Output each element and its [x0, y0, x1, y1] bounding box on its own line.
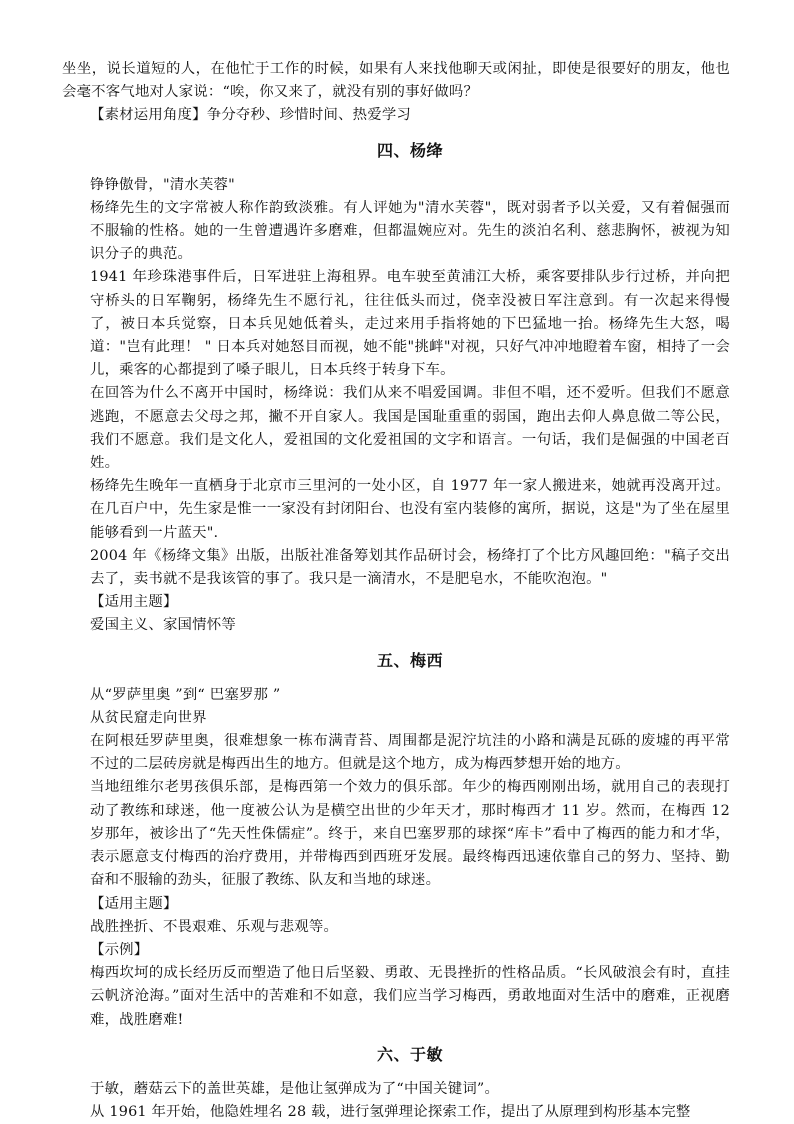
paragraph: 【素材运用角度】争分夺秒、珍惜时间、热爱学习: [90, 107, 411, 124]
document-page: [62, 58, 730, 1124]
paragraph: 2004 年《杨绛文集》出版，出版社准备筹划其作品研讨会，杨绛打了个比方风趣回绝："稿子交出去了，卖书就不是我该管的事了。我只是一滴清水，不是肥皂水，不能吹泡泡。": [90, 547, 730, 588]
paragraph: 在回答为什么不离开中国时，杨绛说：我们从来不唱爱国调。非但不唱，还不爱听。但我们不愿意逃跑，不愿意去父母之邦，撇不开自家人。我国是国耻重重的弱国，跑出去仰人鼻息做二等公民，我们不愿意。我们是文化人，爱祖国的文化爱祖国的文字和语言。一句话，我们是倔强的中国老百姓。: [90, 385, 730, 472]
section-heading: 五、梅西: [376, 650, 443, 670]
paragraph: 梅西坎坷的成长经历反而塑造了他日后坚毅、勇敢、无畏挫折的性格品质。“长风破浪会有时，直挂云帆济沧海。”面对生活中的苦难和不如意，我们应当学习梅西，勇敢地面对生活中的磨难，正视磨难，战胜磨难!: [90, 965, 730, 1028]
paragraph: 铮铮傲骨，"清水芙蓉": [90, 176, 235, 193]
paragraph: 战胜挫折、不畏艰难、乐观与悲观等。: [90, 918, 339, 935]
paragraph: 于敏，蘑菇云下的盖世英雄，是他让氢弹成为了“中国关键词”。: [90, 1080, 500, 1097]
section-heading: 四、杨绛: [376, 140, 443, 160]
paragraph: 杨绛先生晚年一直栖身于北京市三里河的一处小区，自 1977 年一家人搬进来，她就再没离开过。在几百户中，先生家是惟一一家没有封闭阳台、也没有室内装修的寓所，据说，这是"为了坐在屋里能够看到一片蓝天".: [90, 478, 730, 541]
paragraph: 从贫民窟走向世界: [90, 709, 207, 726]
paragraph: 爱国主义、家国情怀等: [90, 617, 236, 634]
section-heading: 六、于敏: [376, 1044, 443, 1064]
paragraph: 【示例】: [90, 941, 149, 958]
paragraph: 坐坐，说长道短的人，在他忙于工作的时候，如果有人来找他聊天或闲扯，即使是很要好的朋友，他也会毫不客气地对人家说：“唉，你又来了，就没有别的事好做吗？: [62, 61, 730, 101]
paragraph: 从 1961 年开始，他隐姓埋名 28 载，进行氢弹理论探索工作，提出了从原理到构形基本完整: [90, 1103, 691, 1120]
paragraph: 当地纽维尔老男孩俱乐部，是梅西第一个效力的俱乐部。年少的梅西刚刚出场，就用自己的表现打动了教练和球迷，他一度被公认为是横空出世的少年天才，那时梅西才 11 岁。然而，在梅西 12 岁那年，被诊出了“先天性侏儒症”。终于，来自巴塞罗那的球探“库卡”看中了梅西的能力和才华，表示愿意支付梅西的治疗费用，并带梅西到西班牙发展。最终梅西迅速依靠自己的努力、坚持、勤奋和不服输的劲头，征服了教练、队友和当地的球迷。: [90, 779, 730, 889]
paragraph: 杨绛先生的文字常被人称作韵致淡雅。有人评她为"清水芙蓉"，既对弱者予以关爱，又有着倔强而不服输的性格。她的一生曾遭遇许多磨难，但都温婉应对。先生的淡泊名利、慈悲胸怀，被视为知识分子的典范。: [90, 199, 730, 263]
paragraph: 从“罗萨里奥 ”到“ 巴塞罗那 ”: [90, 686, 281, 703]
paragraph: 在阿根廷罗萨里奥，很难想象一栋布满青苔、周围都是泥泞坑洼的小路和满是瓦砾的废墟的再平常不过的二层砖房就是梅西出生的地方。但就是这个地方，成为梅西梦想开始的地方。: [90, 733, 730, 773]
paragraph: 1941 年珍珠港事件后，日军进驻上海租界。电车驶至黄浦江大桥，乘客要排队步行过桥，并向把守桥头的日军鞠躬，杨绛先生不愿行礼，往往低头而过，侥幸没被日军注意到。有一次起来得慢了，被日本兵觉察，日本兵见她低着头，走过来用手指将她的下巴猛地一抬。杨绛先生大怒，喝道："岂有此理！ " 日本兵对她怒目而视，她不能"挑衅"对视，只好气冲冲地瞪着车窗，相持了一会儿，乘客的心都提到了嗓子眼儿，日本兵终于转身下车。: [90, 269, 730, 379]
paragraph: 【适用主题】: [90, 895, 178, 912]
paragraph: 【适用主题】: [90, 594, 178, 611]
